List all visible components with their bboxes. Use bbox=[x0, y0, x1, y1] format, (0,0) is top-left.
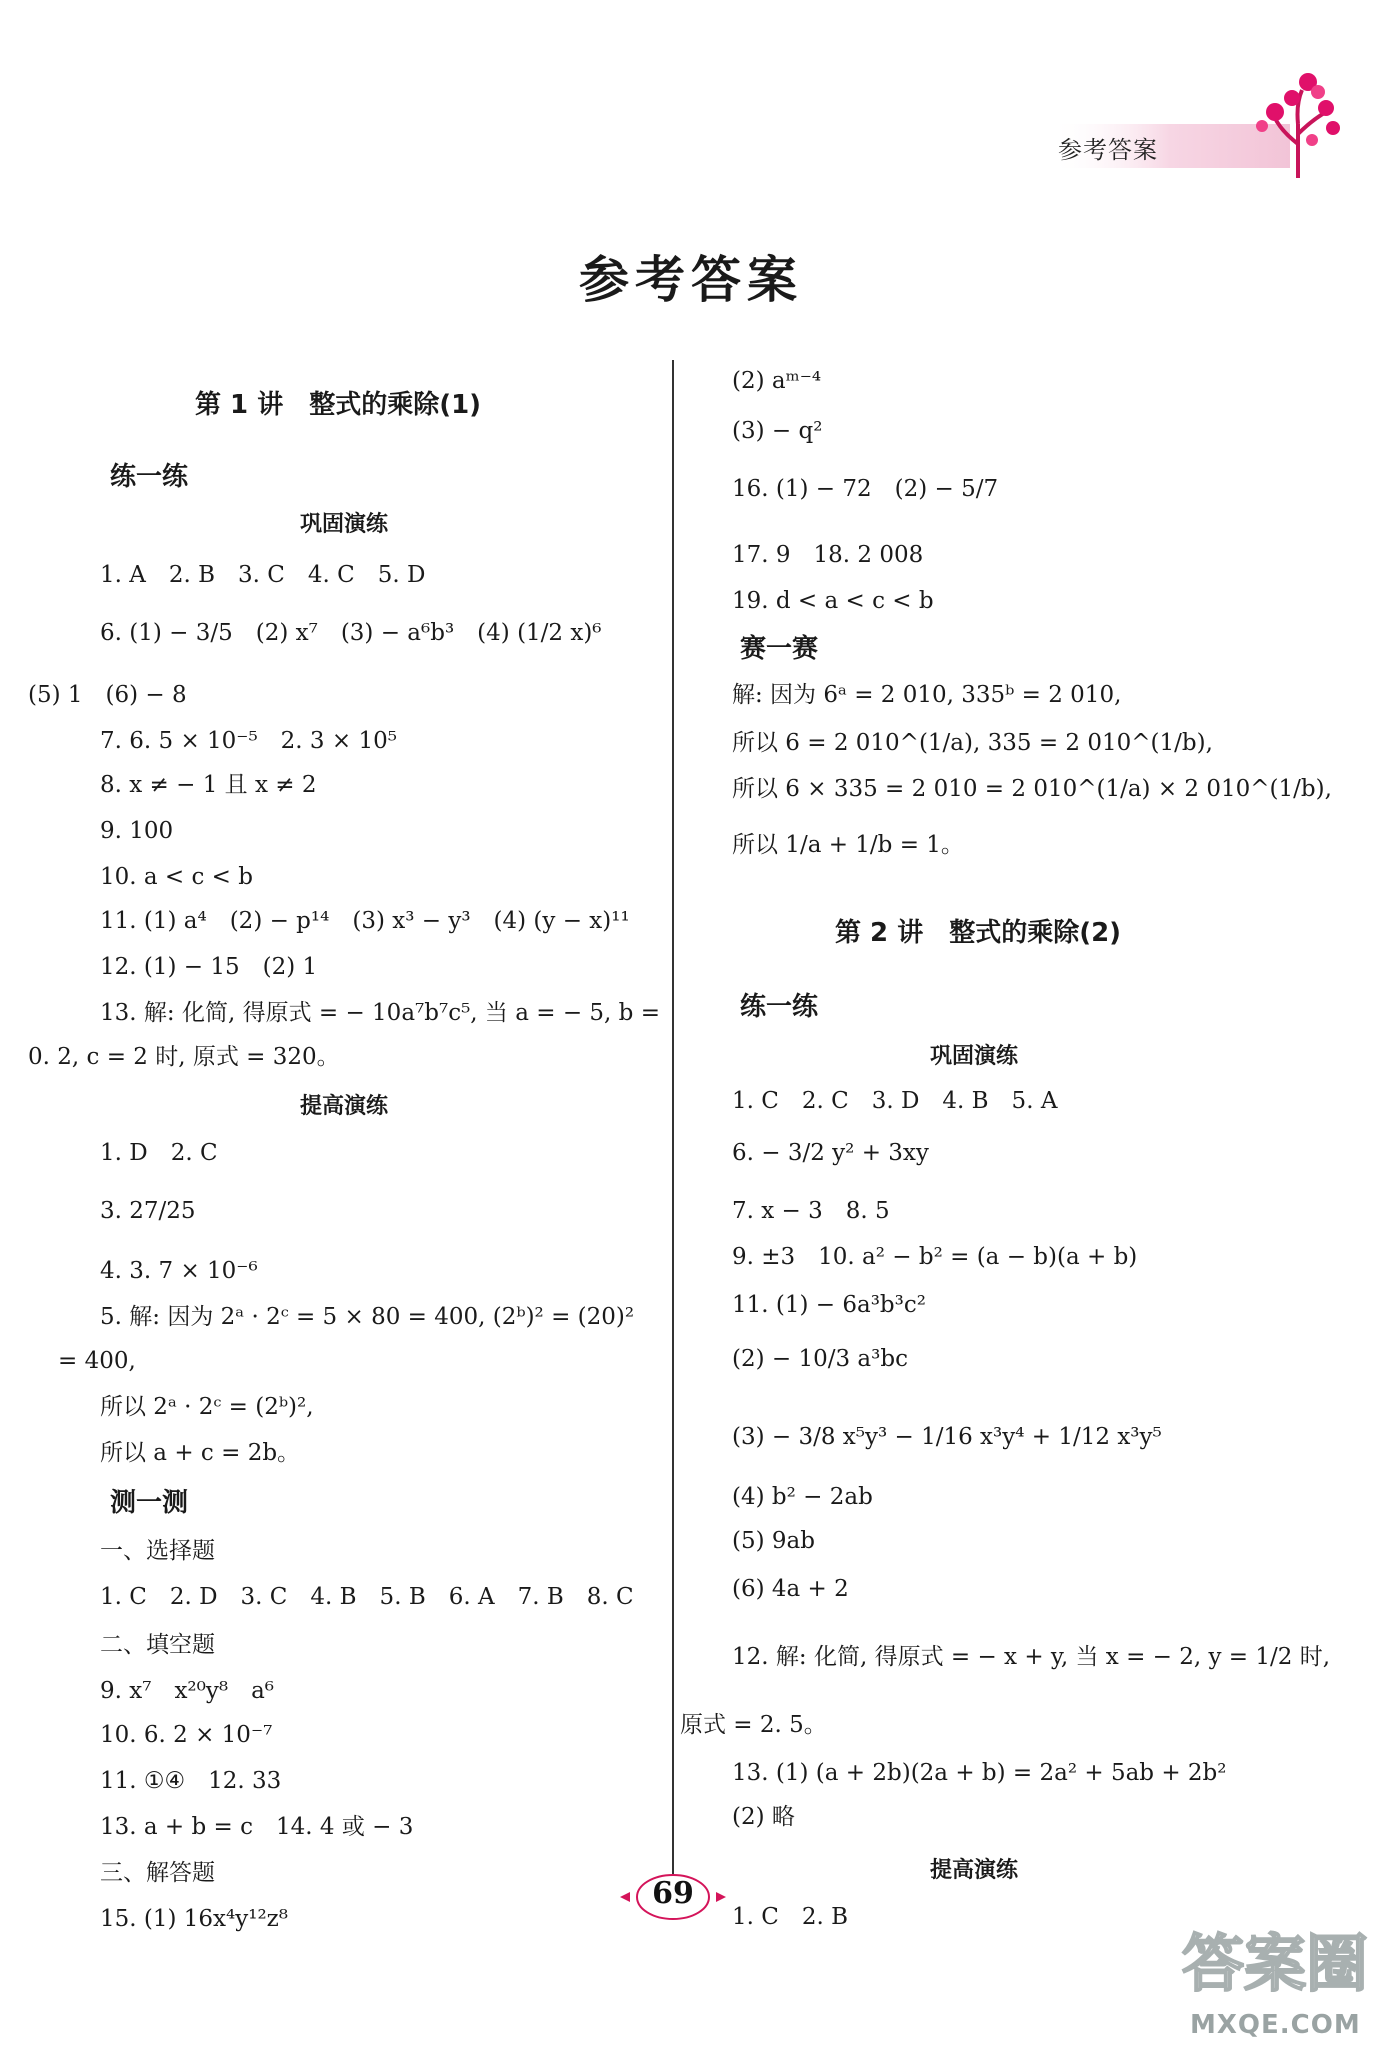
right-line-16: 7. x − 3 8. 5 bbox=[732, 1198, 890, 1224]
right-line-28: 提高演练 bbox=[930, 1858, 1019, 1883]
right-line-29: 1. C 2. B bbox=[732, 1904, 849, 1930]
page-title: 参考答案 bbox=[579, 250, 803, 309]
left-line-19: 5. 解: 因为 2ᵃ · 2ᶜ = 5 × 80 = 400, (2ᵇ)² = (20)² bbox=[100, 1304, 635, 1330]
left-line-11: 11. (1) a⁴ (2) − p¹⁴ (3) x³ − y³ (4) (y − x)¹¹ bbox=[100, 908, 630, 934]
right-line-4: 17. 9 18. 2 008 bbox=[732, 542, 924, 568]
right-line-5: 19. d < a < c < b bbox=[732, 588, 934, 614]
left-line-24: 一、选择题 bbox=[100, 1538, 215, 1564]
watermark-text: MXQE.COM bbox=[1190, 2010, 1361, 2040]
right-line-9: 所以 6 × 335 = 2 010 = 2 010^(1/a) × 2 010^(1/b), bbox=[732, 776, 1332, 802]
right-line-21: (4) b² − 2ab bbox=[732, 1484, 873, 1510]
left-line-2: 练一练 bbox=[110, 462, 189, 492]
right-line-8: 所以 6 = 2 010^(1/a), 335 = 2 010^(1/b), bbox=[732, 730, 1213, 756]
right-line-3: 16. (1) − 72 (2) − 5/7 bbox=[732, 476, 999, 502]
left-line-13: 13. 解: 化简, 得原式 = − 10a⁷b⁷c⁵, 当 a = − 5, b = bbox=[100, 1000, 660, 1026]
left-line-20: = 400, bbox=[58, 1348, 136, 1374]
right-line-10: 所以 1/a + 1/b = 1。 bbox=[732, 832, 964, 858]
left-line-5: 6. (1) − 3/5 (2) x⁷ (3) − a⁶b³ (4) (1/2 x)⁶ bbox=[100, 620, 602, 646]
right-line-13: 巩固演练 bbox=[930, 1044, 1019, 1069]
left-line-25: 1. C 2. D 3. C 4. B 5. B 6. A 7. B 8. C bbox=[100, 1584, 634, 1610]
left-line-14: 0. 2, c = 2 时, 原式 = 320。 bbox=[28, 1044, 340, 1070]
right-line-20: (3) − 3/8 x⁵y³ − 1/16 x³y⁴ + 1/12 x³y⁵ bbox=[732, 1424, 1162, 1450]
left-line-16: 1. D 2. C bbox=[100, 1140, 218, 1166]
right-line-19: (2) − 10/3 a³bc bbox=[732, 1346, 908, 1372]
left-line-23: 测一测 bbox=[110, 1488, 189, 1518]
left-line-29: 11. ①④ 12. 33 bbox=[100, 1768, 282, 1794]
left-line-30: 13. a + b = c 14. 4 或 − 3 bbox=[100, 1814, 414, 1840]
right-line-15: 6. − 3/2 y² + 3xy bbox=[732, 1140, 929, 1166]
svg-text:答案圈: 答案圈 bbox=[1181, 1927, 1369, 2000]
left-line-28: 10. 6. 2 × 10⁻⁷ bbox=[100, 1722, 273, 1748]
right-line-12: 练一练 bbox=[740, 992, 819, 1022]
left-line-31: 三、解答题 bbox=[100, 1860, 215, 1886]
left-line-6: (5) 1 (6) − 8 bbox=[28, 682, 187, 708]
right-line-22: (5) 9ab bbox=[732, 1528, 815, 1554]
header-label: 参考答案 bbox=[1058, 136, 1158, 164]
left-line-27: 9. x⁷ x²⁰y⁸ a⁶ bbox=[100, 1678, 275, 1704]
page-number: 69 bbox=[652, 1876, 694, 1911]
left-line-26: 二、填空题 bbox=[100, 1632, 215, 1658]
left-line-21: 所以 2ᵃ · 2ᶜ = (2ᵇ)², bbox=[100, 1394, 314, 1420]
left-line-32: 15. (1) 16x⁴y¹²z⁸ bbox=[100, 1906, 289, 1932]
right-line-7: 解: 因为 6ᵃ = 2 010, 335ᵇ = 2 010, bbox=[732, 682, 1122, 708]
left-line-7: 7. 6. 5 × 10⁻⁵ 2. 3 × 10⁵ bbox=[100, 728, 397, 754]
left-line-9: 9. 100 bbox=[100, 818, 174, 844]
watermark-logo bbox=[1180, 1915, 1370, 2010]
right-line-18: 11. (1) − 6a³b³c² bbox=[732, 1292, 926, 1318]
right-line-23: (6) 4a + 2 bbox=[732, 1576, 849, 1602]
watermark-icon bbox=[1180, 1915, 1370, 2010]
right-line-14: 1. C 2. C 3. D 4. B 5. A bbox=[732, 1088, 1058, 1114]
column-divider bbox=[672, 360, 674, 1875]
left-line-17: 3. 27/25 bbox=[100, 1198, 196, 1224]
right-line-6: 赛一赛 bbox=[740, 634, 819, 664]
left-line-22: 所以 a + c = 2b。 bbox=[100, 1440, 301, 1466]
right-line-27: (2) 略 bbox=[732, 1804, 795, 1830]
right-line-1: (2) aᵐ⁻⁴ bbox=[732, 368, 822, 394]
left-line-10: 10. a < c < b bbox=[100, 864, 253, 890]
right-line-17: 9. ±3 10. a² − b² = (a − b)(a + b) bbox=[732, 1244, 1138, 1270]
right-line-11: 第 2 讲 整式的乘除(2) bbox=[835, 918, 1122, 948]
right-line-25: 原式 = 2. 5。 bbox=[680, 1712, 827, 1738]
left-line-3: 巩固演练 bbox=[300, 512, 389, 537]
left-line-1: 第 1 讲 整式的乘除(1) bbox=[195, 390, 482, 420]
left-line-8: 8. x ≠ − 1 且 x ≠ 2 bbox=[100, 772, 317, 798]
left-line-12: 12. (1) − 15 (2) 1 bbox=[100, 954, 318, 980]
right-line-26: 13. (1) (a + 2b)(2a + b) = 2a² + 5ab + 2b² bbox=[732, 1760, 1227, 1786]
left-line-18: 4. 3. 7 × 10⁻⁶ bbox=[100, 1258, 258, 1284]
left-line-15: 提高演练 bbox=[300, 1094, 389, 1119]
right-line-2: (3) − q² bbox=[732, 418, 823, 444]
left-line-4: 1. A 2. B 3. C 4. C 5. D bbox=[100, 562, 426, 588]
right-line-24: 12. 解: 化简, 得原式 = − x + y, 当 x = − 2, y = 1/2 时, bbox=[732, 1644, 1331, 1670]
